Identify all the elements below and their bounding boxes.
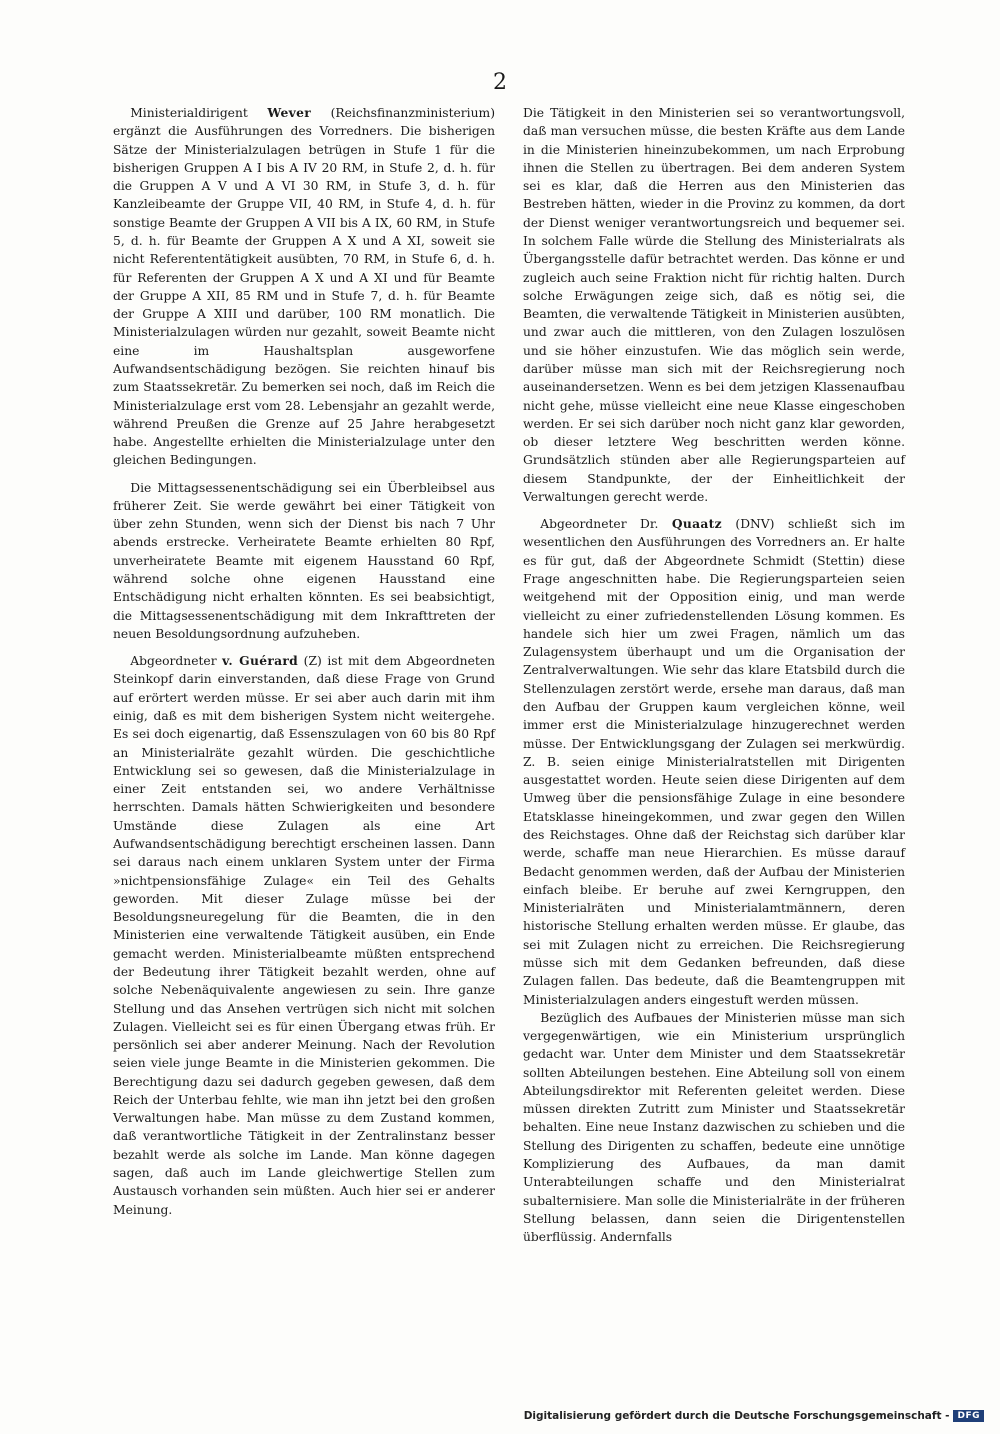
paragraph-ministerien-aufbau: Bezüglich des Aufbaues der Ministerien müsse man sich vergegenwärtigen, wie ein Ministerium ursprünglich gedacht war. Unter dem Minister und dem Staatssekretär sollten Abteilungen bestehen. Eine Abteilung soll von einem Abteilungsdirektor mit Referenten geleitet werden. Diese müssen direkten Zutritt zum Minister und Staatssekretär behalten. Eine neue Instanz dazwischen zu schieben und die Stellung des Dirigenten zu schaffen, bedeute eine unnötige Komplizierung des Aufbaues, da man damit Unterabteilungen schaffe und den Ministerialrat subalternisiere. Man solle die Ministerialräte in der früheren Stellung belassen, dann seien die Dirigentenstellen überflüssig. Andernfalls <box>523 1010 905 1245</box>
speaker-name: Wever <box>267 105 311 120</box>
paragraph-quaatz: Abgeordneter Dr. Quaatz (DNV) schließt sich im wesentlichen den Ausführungen des Vorredners an. Er halte es für gut, daß der Abgeordnete Schmidt (Stettin) diese Frage angeschnitten habe. Die Regierungsparteien seien weitgehend mit der Opposition einig, und man werde vielleicht zu einer zufriedenstellenden Lösung kommen. Es handele sich hier um zwei Fragen, nämlich um das Zulagensystem überhaupt und um die Organisation der Zentralverwaltungen. Wie sehr das klare Etatsbild durch die Stellenzulagen zerstört werde, ersehe man daraus, daß man den Aufbau der Gruppen kaum vergleichen könne, weil immer erst die Ministerialzulage hinzugerechnet werden müsse. Der Entwicklungsgang der Zulagen sei merkwürdig. Z. B. seien einige Ministerialratstellen mit Dirigenten ausgestattet worden. Heute seien diese Dirigenten auf dem Umweg über die pensionsfähige Zulage in eine besondere Etatsklasse hineingekommen, und zwar gegen den Willen des Reichstages. Ohne daß der Reichstag sich darüber klar werde, schaffe man neue Hierarchien. Es müsse darauf Bedacht genommen werden, daß der Aufbau der Ministerien einfach bleibe. Er beruhe auf zwei Kerngruppen, den Ministerialräten und Ministerialamtmännern, deren historische Stellung erhalten werden müsse. Er glaube, das sei mit Zulagen nicht zu erreichen. Die Reichsregierung müsse sich mit dem Gedanken befreunden, daß diese Zulagen fallen. Das bedeute, daß die Beamtengruppen mit Ministerialzulagen anders eingestuft werden müssen. <box>523 516 905 1007</box>
paragraph-mittagsessen: Die Mittagsessenentschädigung sei ein Überbleibsel aus früherer Zeit. Sie werde gewährt bei einer Tätigkeit von über zehn Stunden, wenn sich der Dienst bis nach 7 Uhr abends erstrecke. Verheiratete Beamte erhielten 80 Rpf, unverheiratete Beamte mit eigenem Hausstand 60 Rpf, während solche ohne eigenen Hausstand eine Entschädigung nicht erhalten könnten. Es sei beabsichtigt, die Mittagsessenentschädigung mit dem Inkrafttreten der neuen Besoldungsordnung aufzuheben. <box>113 480 495 641</box>
footer-text: Digitalisierung gefördert durch die Deutsche Forschungsgemeinschaft - <box>523 1410 950 1422</box>
page-number: 2 <box>493 70 507 95</box>
paragraph-guerard-continued: Die Tätigkeit in den Ministerien sei so verantwortungsvoll, daß man versuchen müsse, die besten Kräfte aus dem Lande in die Ministerien hineinzubekommen, um nach Erprobung ihnen die Stellen zu übertragen. Bei dem anderen System sei es klar, daß die Herren aus den Ministerien das Bestreben hätten, wieder in die Provinz zu kommen, da dort der Dienst weniger verantwortungsreich und bequemer sei. In solchem Falle würde die Stellung des Ministerialrats als Übergangsstelle dafür betrachtet werden. Das könne er und zugleich auch seine Fraktion nicht für richtig halten. Durch solche Erwägungen zeige sich, daß es nötig sei, die Beamten, die verwaltende Tätigkeit in Ministerien ausübten, und zwar auch die mittleren, von den Zulagen loszulösen und sie höher einzustufen. Wie das möglich sein werde, darüber müsse man sich mit der Reichsregierung noch auseinandersetzen. Wenn es bei dem jetzigen Klassenaufbau nicht gehe, müsse vielleicht eine neue Klasse eingeschoben werden. Er sei sich darüber noch nicht ganz klar geworden, ob dieser letztere Weg beschritten werden könne. Grundsätzlich stünden aber alle Regierungsparteien auf diesem Standpunkte, der der Einheitlichkeit der Verwaltungen gerecht werde. <box>523 106 905 504</box>
right-column <box>523 104 905 1246</box>
left-column <box>113 104 495 1219</box>
dfg-logo: DFG <box>953 1410 984 1422</box>
speaker-name: Quaatz <box>671 516 722 532</box>
speaker-name: v. Guérard <box>222 653 299 669</box>
footer-credit <box>524 1410 984 1422</box>
paragraph-guerard: Abgeordneter v. Guérard (Z) ist mit dem Abgeordneten Steinkopf darin einverstanden, daß diese Frage von Grund auf erörtert werden müsse. Er sei aber auch darin mit ihm einig, daß es mit dem bisherigen System nicht weitergehe. Es sei doch eigenartig, daß Essenszulagen von 60 bis 80 Rpf an Ministerialräte gezahlt würden. Die geschichtliche Entwicklung sei so gewesen, daß die Ministerialzulage in einer Zeit entstanden sei, wo andere Verhältnisse herrschten. Damals hätten Schwierigkeiten und besondere Umstände diese Zulagen als eine Art Aufwandsentschädigung berechtigt erscheinen lassen. Dann sei daraus nach einem unklaren System unter der Firma »nichtpensionsfähige Zulage« ein Teil des Gehalts geworden. Mit dieser Zulage müsse bei der Besoldungsneuregelung für die Beamten, die in den Ministerien eine verwaltende Tätigkeit ausüben, ein Ende gemacht werden. Ministerialbeamte müßten entsprechend der Bedeutung ihrer Tätigkeit bezahlt werden, ohne auf solche Nebenäquivalente angewiesen zu sein. Ihre ganze Stellung und das Ansehen vertrügen sich nicht mit solchen Zulagen. Vielleicht sei es für einen Übergang etwas früh. Er persönlich sei aber anderer Meinung. Nach der Revolution seien viele junge Beamte in die Ministerien gekommen. Die Berechtigung dazu sei dadurch gegeben gewesen, daß dem Reich der Unterbau fehlte, wie man ihn jetzt bei den großen Verwaltungen habe. Man müsse zu dem Zustand kommen, daß verantwortliche Tätigkeit in der Zentralinstanz besser bezahlt werde als solche im Lande. Man könne dagegen sagen, daß auch im Lande gleichwertige Stellen zum Austausch vorhanden sein müßten. Auch hier sei er anderer Meinung. <box>113 653 495 1217</box>
paragraph-wever: Ministerialdirigent Wever (Reichsfinanzministerium) ergänzt die Ausführungen des Vorredners. Die bisherigen Sätze der Ministerialzulagen betrügen in Stufe 1 für die bisherigen Gruppen A I bis A IV 20 RM, in Stufe 2, d. h. für die Gruppen A V und A VI 30 RM, in Stufe 3, d. h. für Kanzleibeamte der Gruppe VII, 40 RM, in Stufe 4, d. h. für sonstige Beamte der Gruppen A VII bis A IX, 60 RM, in Stufe 5, d. h. für Beamte der Gruppen A X und A XI, soweit sie nicht Referententätigkeit ausübten, 70 RM, in Stufe 6, d. h. für Referenten der Gruppen A X und A XI und für Beamte der Gruppe A XII, 85 RM und in Stufe 7, d. h. für Beamte der Gruppe A XIII und darüber, 100 RM monatlich. Die Ministerialzulagen würden nur gezahlt, soweit Beamte nicht eine im Haushaltsplan ausgeworfene Aufwandsentschädigung bezögen. Sie reichten hinauf bis zum Staatssekretär. Zu bemerken sei noch, daß im Reich die Ministerialzulage erst vom 28. Lebensjahr an gezahlt werde, während Preußen die Grenze auf 25 Jahre herabgesetzt habe. Angestellte erhielten die Ministerialzulage unter den gleichen Bedingungen. <box>113 105 495 468</box>
